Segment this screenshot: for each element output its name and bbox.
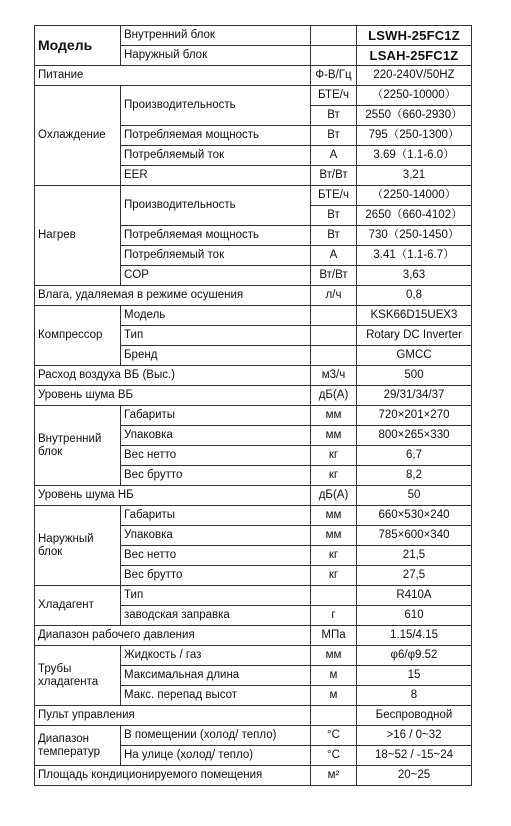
area-unit: м²	[311, 766, 357, 786]
outdoor-pack-unit: мм	[311, 526, 357, 546]
cooling-capacity-btu: （2250-10000）	[357, 86, 472, 106]
refrigerant-charge-value: 610	[357, 606, 472, 626]
cooling-capacity-w: 2550（660-2930）	[357, 106, 472, 126]
table-row	[35, 766, 472, 786]
cooling-current-unit: А	[311, 146, 357, 166]
outdoor-dims-value: 660×530×240	[357, 506, 472, 526]
power-unit: Ф-В/Гц	[311, 66, 357, 86]
heating-capacity-w: 2650（660-4102）	[357, 206, 472, 226]
indoor-gross-value: 8,2	[357, 466, 472, 486]
eer-label: EER	[121, 166, 311, 186]
cooling-power-label: Потребляемая мощность	[121, 126, 311, 146]
indoor-gross-unit: кг	[311, 466, 357, 486]
table-row	[35, 26, 472, 46]
heating-current-label: Потребляемый ток	[121, 246, 311, 266]
outdoor-pack-value: 785×600×340	[357, 526, 472, 546]
heating-capacity-unit-btu: БТЕ/ч	[311, 186, 357, 206]
temp-indoor-unit: °C	[311, 726, 357, 746]
indoor-unit-label: Внутренний блок	[121, 26, 311, 46]
eer-value: 3,21	[357, 166, 472, 186]
table-row	[35, 506, 472, 526]
cop-label: COP	[121, 266, 311, 286]
pipes-liquid-value: φ6/φ9.52	[357, 646, 472, 666]
table-row	[35, 366, 472, 386]
area-value: 20~25	[357, 766, 472, 786]
compressor-type-value: Rotary DC Inverter	[357, 326, 472, 346]
compressor-label: Компрессор	[35, 306, 121, 366]
heating-power-value: 730（250-1450）	[357, 226, 472, 246]
table-row	[35, 406, 472, 426]
heating-capacity-unit-w: Вт	[311, 206, 357, 226]
heating-capacity-label: Производительность	[121, 186, 311, 226]
cooling-capacity-unit-w: Вт	[311, 106, 357, 126]
compressor-type-label: Тип	[121, 326, 311, 346]
refrigerant-type-value: R410A	[357, 586, 472, 606]
table-row	[35, 646, 472, 666]
indoor-pack-label: Упаковка	[121, 426, 311, 446]
remote-label: Пульт управления	[35, 706, 311, 726]
outdoor-net-value: 21,5	[357, 546, 472, 566]
table-row	[35, 186, 472, 206]
pipes-liquid-label: Жидкость / газ	[121, 646, 311, 666]
indoor-dims-value: 720×201×270	[357, 406, 472, 426]
noise-outdoor-value: 50	[357, 486, 472, 506]
outdoor-unit-label: Наружный блок	[121, 46, 311, 66]
indoor-net-unit: кг	[311, 446, 357, 466]
table-row	[35, 586, 472, 606]
compressor-brand-label: Бренд	[121, 346, 311, 366]
compressor-model-value: KSK66D15UEX3	[357, 306, 472, 326]
noise-outdoor-unit: дБ(А)	[311, 486, 357, 506]
outdoor-unit-section-label: Наружный блок	[35, 506, 121, 586]
cooling-power-unit: Вт	[311, 126, 357, 146]
table-row	[35, 626, 472, 646]
cop-value: 3,63	[357, 266, 472, 286]
indoor-dims-unit: мм	[311, 406, 357, 426]
pressure-unit: МПа	[311, 626, 357, 646]
power-value: 220-240V/50HZ	[357, 66, 472, 86]
indoor-net-label: Вес нетто	[121, 446, 311, 466]
heating-label: Нагрев	[35, 186, 121, 286]
cooling-current-value: 3.69（1.1-6.0）	[357, 146, 472, 166]
noise-indoor-label: Уровень шума ВБ	[35, 386, 311, 406]
cooling-label: Охлаждение	[35, 86, 121, 186]
temp-outdoor-label: На улице (холод/ тепло)	[121, 746, 311, 766]
pipes-label: Трубы хладагента	[35, 646, 121, 706]
area-label: Площадь кондиционируемого помещения	[35, 766, 311, 786]
table-row	[35, 306, 472, 326]
heating-capacity-btu: （2250-14000）	[357, 186, 472, 206]
noise-outdoor-label: Уровень шума НБ	[35, 486, 311, 506]
table-row	[35, 286, 472, 306]
refrigerant-charge-label: заводская заправка	[121, 606, 311, 626]
heating-current-unit: А	[311, 246, 357, 266]
cooling-capacity-label: Производительность	[121, 86, 311, 126]
pipes-height-unit: м	[311, 686, 357, 706]
refrigerant-type-label: Тип	[121, 586, 311, 606]
noise-indoor-unit: дБ(А)	[311, 386, 357, 406]
pipes-maxlen-label: Максимальная длина	[121, 666, 311, 686]
indoor-net-value: 6,7	[357, 446, 472, 466]
indoor-pack-unit: мм	[311, 426, 357, 446]
table-row	[35, 486, 472, 506]
outdoor-net-unit: кг	[311, 546, 357, 566]
heating-power-label: Потребляемая мощность	[121, 226, 311, 246]
table-row	[35, 66, 472, 86]
outdoor-pack-label: Упаковка	[121, 526, 311, 546]
table-row	[35, 386, 472, 406]
airflow-label: Расход воздуха ВБ (Выс.)	[35, 366, 311, 386]
pipes-height-value: 8	[357, 686, 472, 706]
pressure-value: 1.15/4.15	[357, 626, 472, 646]
indoor-gross-label: Вес брутто	[121, 466, 311, 486]
pipes-maxlen-unit: м	[311, 666, 357, 686]
pipes-liquid-unit: мм	[311, 646, 357, 666]
cooling-capacity-unit-btu: БТЕ/ч	[311, 86, 357, 106]
outdoor-dims-label: Габариты	[121, 506, 311, 526]
cooling-current-label: Потребляемый ток	[121, 146, 311, 166]
temp-range-label: Диапазон температур	[35, 726, 121, 766]
refrigerant-label: Хладагент	[35, 586, 121, 626]
table-row	[35, 86, 472, 106]
dehumid-label: Влага, удаляемая в режиме осушения	[35, 286, 311, 306]
cop-unit: Вт/Вт	[311, 266, 357, 286]
remote-value: Беспроводной	[357, 706, 472, 726]
spec-table	[34, 25, 472, 786]
pipes-maxlen-value: 15	[357, 666, 472, 686]
table-row	[35, 726, 472, 746]
temp-indoor-label: В помещении (холод/ тепло)	[121, 726, 311, 746]
outdoor-dims-unit: мм	[311, 506, 357, 526]
airflow-value: 500	[357, 366, 472, 386]
indoor-pack-value: 800×265×330	[357, 426, 472, 446]
outdoor-model-value: LSAH-25FC1Z	[357, 46, 472, 66]
outdoor-net-label: Вес нетто	[121, 546, 311, 566]
compressor-brand-value: GMCC	[357, 346, 472, 366]
outdoor-gross-value: 27,5	[357, 566, 472, 586]
heating-power-unit: Вт	[311, 226, 357, 246]
compressor-model-label: Модель	[121, 306, 311, 326]
temp-indoor-value: >16 / 0~32	[357, 726, 472, 746]
eer-unit: Вт/Вт	[311, 166, 357, 186]
indoor-model-value: LSWH-25FC1Z	[357, 26, 472, 46]
indoor-unit-section-label: Внутренний блок	[35, 406, 121, 486]
airflow-unit: м3/ч	[311, 366, 357, 386]
heating-current-value: 3.41（1.1-6.7）	[357, 246, 472, 266]
noise-indoor-value: 29/31/34/37	[357, 386, 472, 406]
temp-outdoor-unit: °C	[311, 746, 357, 766]
temp-outdoor-value: 18~52 / -15~24	[357, 746, 472, 766]
dehumid-value: 0,8	[357, 286, 472, 306]
dehumid-unit: л/ч	[311, 286, 357, 306]
pipes-height-label: Макс. перепад высот	[121, 686, 311, 706]
indoor-dims-label: Габариты	[121, 406, 311, 426]
power-label: Питание	[35, 66, 311, 86]
cooling-power-value: 795（250-1300）	[357, 126, 472, 146]
refrigerant-charge-unit: г	[311, 606, 357, 626]
pressure-label: Диапазон рабочего давления	[35, 626, 311, 646]
outdoor-gross-label: Вес брутто	[121, 566, 311, 586]
model-label: Модель	[35, 26, 121, 66]
spec-sheet	[34, 25, 472, 786]
table-row	[35, 706, 472, 726]
outdoor-gross-unit: кг	[311, 566, 357, 586]
